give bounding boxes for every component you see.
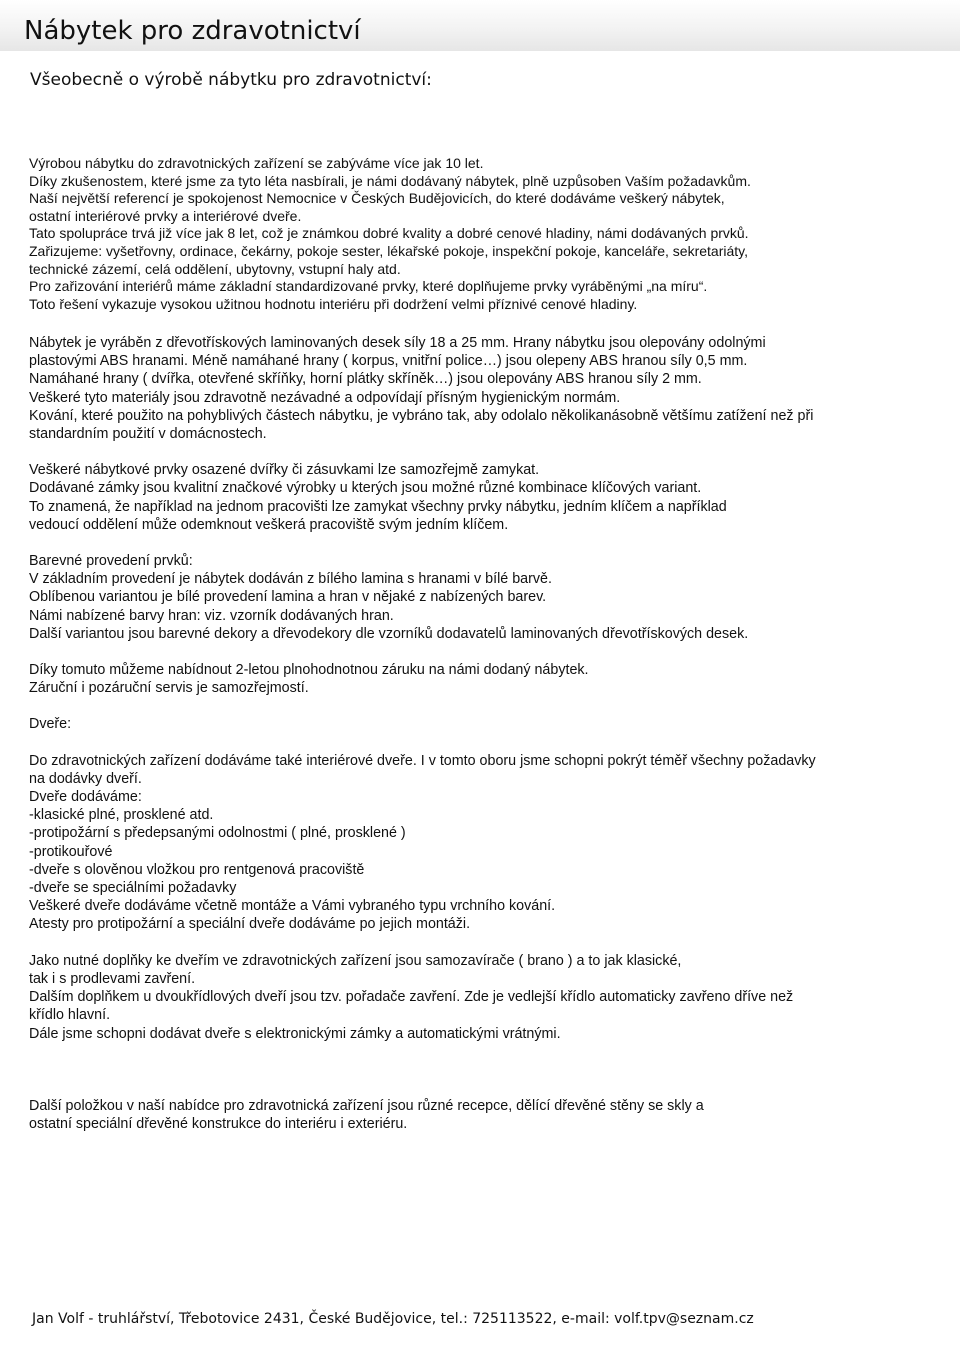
paragraph-line: Veškeré tyto materiály jsou zdravotně nezávadné a odpovídají přísným hygienickým normám. — [29, 389, 621, 406]
intro-line: Zařizujeme: vyšetřovny, ordinace, čekárny, pokoje sester, lékařské pokoje, inspekční pokoje, kanceláře, sekretariáty, — [29, 242, 749, 259]
paragraph-line: Dalším doplňkem u dvoukřídlových dveří jsou tzv. pořadače zavření. Zde je vedlejší křídlo automaticky zavřeno dříve než — [29, 989, 794, 1006]
paragraph-line: Namáhané hrany ( dvířka, otevřené skříňky, horní plátky skříněk…) jsou olepovány ABS hranou síly 2 mm. — [29, 371, 702, 388]
paragraph-line: ostatní speciální dřevěné konstrukce do interiéru i exteriéru. — [29, 1115, 408, 1132]
intro-line: Díky zkušenostem, které jsme za tyto léta nasbírali, je námi dodávaný nábytek, plně uzpůsoben Vaším požadavkům. — [29, 172, 751, 189]
paragraph — [29, 952, 934, 1043]
paragraph-line: Dveře: — [29, 716, 72, 733]
paragraph-line: Atesty pro protipožární a speciální dveře dodáváme po jejich montáži. — [29, 916, 471, 933]
intro-block — [29, 155, 934, 313]
paragraph-line: Námi nabízené barvy hran: viz. vzorník dodávaných hran. — [29, 607, 394, 624]
paragraph-line: vedoucí oddělení může odemknout veškerá pracoviště svým jedním klíčem. — [29, 516, 509, 533]
paragraph — [29, 752, 934, 934]
paragraph-line: Dodávané zámky jsou kvalitní značkové výrobky u kterých jsou možné různé kombinace klíčových variant. — [29, 480, 702, 497]
paragraph — [29, 661, 934, 697]
paragraph-line: Záruční i pozáruční servis je samozřejmostí. — [29, 680, 309, 697]
page-title: Nábytek pro zdravotnictví — [24, 16, 361, 46]
paragraph-line: na dodávky dveří. — [29, 770, 142, 787]
paragraph — [29, 715, 934, 733]
paragraph-line: To znamená, že například na jednom pracovišti lze zamykat všechny prvky nábytku, jedním klíčem a například — [29, 498, 727, 515]
paragraph-line: tak i s prodlevami zavření. — [29, 970, 196, 987]
paragraph-line: -dveře se speciálními požadavky — [29, 880, 237, 897]
body-text — [29, 334, 934, 1133]
paragraph-line: -klasické plné, prosklené atd. — [29, 807, 214, 824]
section-subtitle: Všeobecně o výrobě nábytku pro zdravotnictví: — [30, 70, 432, 90]
paragraph — [29, 1097, 934, 1133]
intro-line: Pro zařizování interiérů máme základní standardizované prvky, které doplňujeme prvky vyráběnými „na míru“. — [29, 278, 708, 295]
paragraph-line: Jako nutné doplňky ke dveřím ve zdravotnických zařízení jsou samozavírače ( brano ) a to jak klasické, — [29, 952, 682, 969]
paragraph-line: Do zdravotnických zařízení dodáváme také interiérové dveře. I v tomto oboru jsme schopni pokrýt téměř všechny požadavky — [29, 752, 816, 769]
paragraph-line: standardním použití v domácnostech. — [29, 426, 267, 443]
paragraph — [29, 334, 934, 443]
intro-line: ostatní interiérové prvky a interiérové dveře. — [29, 207, 302, 224]
paragraph-line: Další variantou jsou barevné dekory a dřevodekory dle vzorníků dodavatelů laminovaných dřevotřískových desek. — [29, 625, 749, 642]
paragraph-line: plastovými ABS hranami. Méně namáhané hrany ( korpus, vnitřní police…) jsou olepeny ABS hranou síly 0,5 mm. — [29, 353, 748, 370]
paragraph-line: Nábytek je vyráběn z dřevotřískových laminovaných desek síly 18 a 25 mm. Hrany nábytku jsou olepovány odolnými — [29, 335, 766, 351]
footer-contact: Jan Volf - truhlářství, Třebotovice 2431, České Budějovice, tel.: 725113522, e-mail: volf.tpv@seznam.cz — [32, 1311, 754, 1327]
paragraph — [29, 461, 934, 534]
paragraph-line: Kování, které použito na pohyblivých částech nábytku, je vybráno tak, aby odolalo několikanásobně většímu zatížení než při — [29, 407, 814, 424]
intro-line: Tato spolupráce trvá již více jak 8 let, což je známkou dobré kvality a dobré cenové hladiny, námi dodávaných prvků. — [29, 225, 749, 242]
paragraph-line: V základním provedení je nábytek dodáván z bílého lamina s hranami v bílé barvě. — [29, 571, 552, 588]
paragraph-line: Díky tomuto můžeme nabídnout 2-letou plnohodnotnou záruku na námi dodaný nábytek. — [29, 662, 589, 679]
paragraph-line: -protikouřové — [29, 843, 113, 860]
paragraph-line: Dveře dodáváme: — [29, 789, 142, 806]
paragraph-line: Barevné provedení prvků: — [29, 553, 193, 570]
paragraph-line: Dále jsme schopni dodávat dveře s elektronickými zámky a automatickými vrátnými. — [29, 1025, 561, 1042]
intro-line: Naší největší referencí je spokojenost Nemocnice v Českých Budějovicích, do které dodáváme veškerý nábytek, — [29, 190, 725, 207]
paragraph-line: -dveře s olověnou vložkou pro rentgenová pracoviště — [29, 861, 365, 878]
paragraph-line: křídlo hlavní. — [29, 1007, 111, 1024]
paragraph-line: Veškeré dveře dodáváme včetně montáže a Vámi vybraného typu vrchního kování. — [29, 898, 556, 915]
paragraph — [29, 552, 934, 643]
intro-line: technické zázemí, celá oddělení, ubytovny, vstupní haly atd. — [29, 260, 401, 277]
intro-line: Toto řešení vykazuje vysokou užitnou hodnotu interiéru při dodržení velmi příznivé cenové hladiny. — [29, 295, 638, 312]
intro-line: Výrobou nábytku do zdravotnických zařízení se zabýváme více jak 10 let. — [29, 155, 484, 171]
paragraph-line: Oblíbenou variantou je bílé provedení lamina a hran v nějaké z nabízených barev. — [29, 589, 547, 606]
paragraph-line: Veškeré nábytkové prvky osazené dvířky či zásuvkami lze samozřejmě zamykat. — [29, 462, 540, 479]
paragraph-line: Další položkou v naší nabídce pro zdravotnická zařízení jsou různé recepce, dělící dřevěné stěny se skly a — [29, 1097, 704, 1114]
paragraph-line: -protipožární s předepsanými odolnostmi ( plné, prosklené ) — [29, 825, 406, 842]
